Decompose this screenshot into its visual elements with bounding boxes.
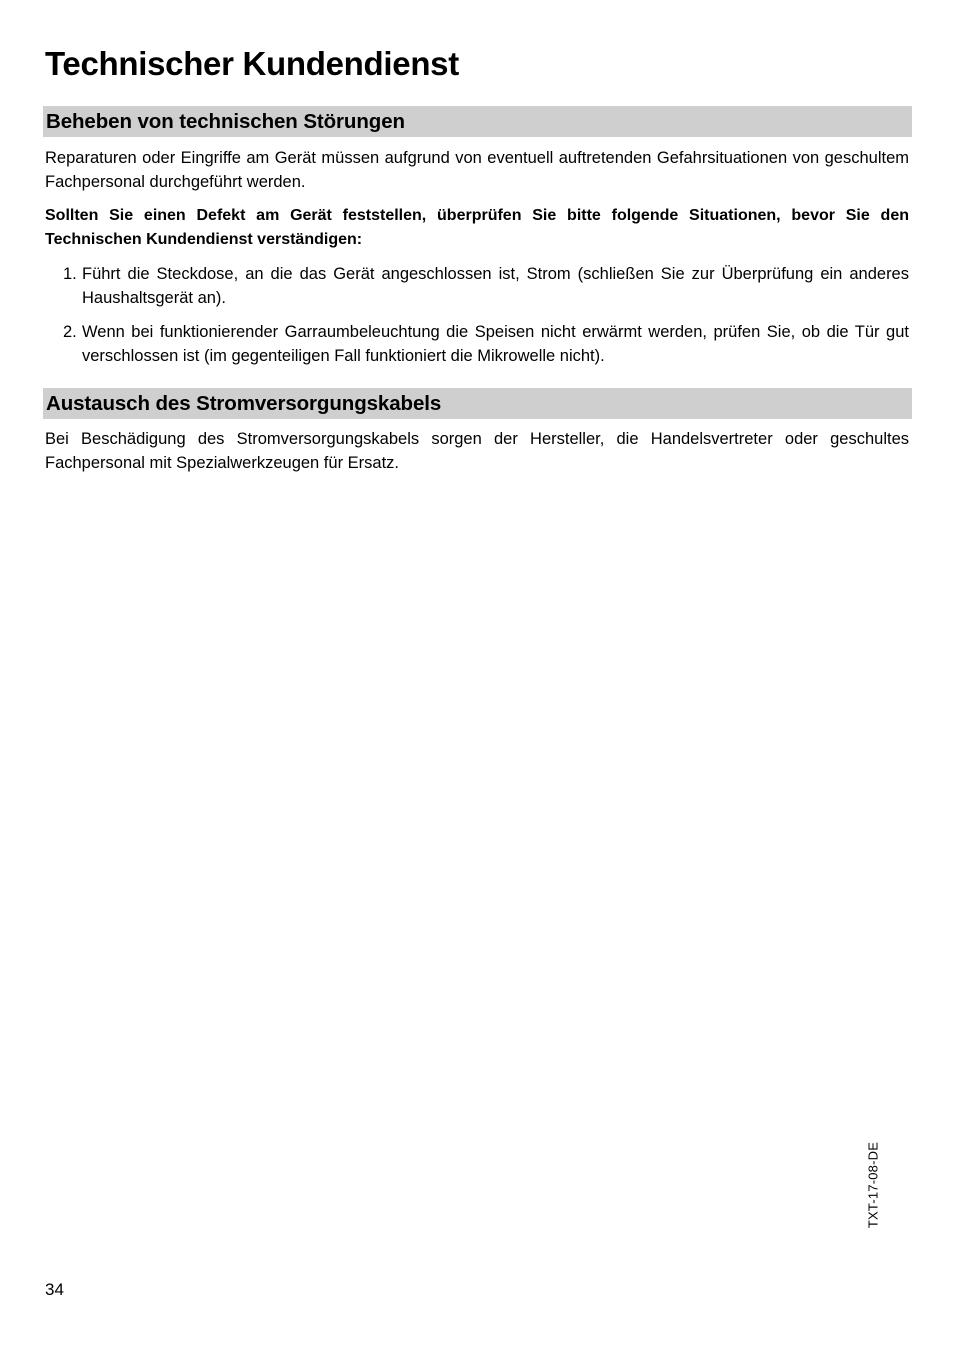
page-number: 34 bbox=[45, 1280, 64, 1299]
list-item-text: Wenn bei funktionierender Garraumbeleuchtung die Speisen nicht erwärmt werden, prüfen Sie, ob die Tür gut verschlossen ist (im gegenteiligen Fall funktioniert die Mikrowelle nicht). bbox=[82, 323, 909, 365]
troubleshooting-check-list bbox=[45, 262, 909, 378]
list-item-number: 1. bbox=[63, 265, 77, 283]
document-code: TXT-17-08-DE bbox=[865, 1141, 881, 1229]
troubleshooting-intro-paragraph: Reparaturen oder Eingriffe am Gerät müssen aufgrund von eventuell auftretenden Gefahrsituationen von geschultem Fachpersonal durchgeführt werden. bbox=[45, 149, 909, 191]
list-item-text: Führt die Steckdose, an die das Gerät angeschlossen ist, Strom (schließen Sie zur Überprüfung ein anderes Haushaltsgerät an). bbox=[82, 265, 909, 307]
troubleshooting-instruction-paragraph: Sollten Sie einen Defekt am Gerät feststellen, überprüfen Sie bitte folgende Situationen, bevor Sie den Technischen Kundendienst verständigen: bbox=[45, 207, 909, 248]
page-title: Technischer Kundendienst bbox=[45, 45, 459, 82]
list-item-number: 2. bbox=[63, 323, 77, 341]
section-heading-troubleshooting: Beheben von technischen Störungen bbox=[43, 106, 912, 137]
list-item bbox=[45, 320, 909, 368]
power-cable-paragraph: Bei Beschädigung des Stromversorgungskabels sorgen der Hersteller, die Handelsvertreter oder geschultes Fachpersonal mit Spezialwerkzeugen für Ersatz. bbox=[45, 430, 909, 472]
list-item bbox=[45, 262, 909, 310]
section-heading-power-cable: Austausch des Stromversorgungskabels bbox=[43, 388, 912, 419]
